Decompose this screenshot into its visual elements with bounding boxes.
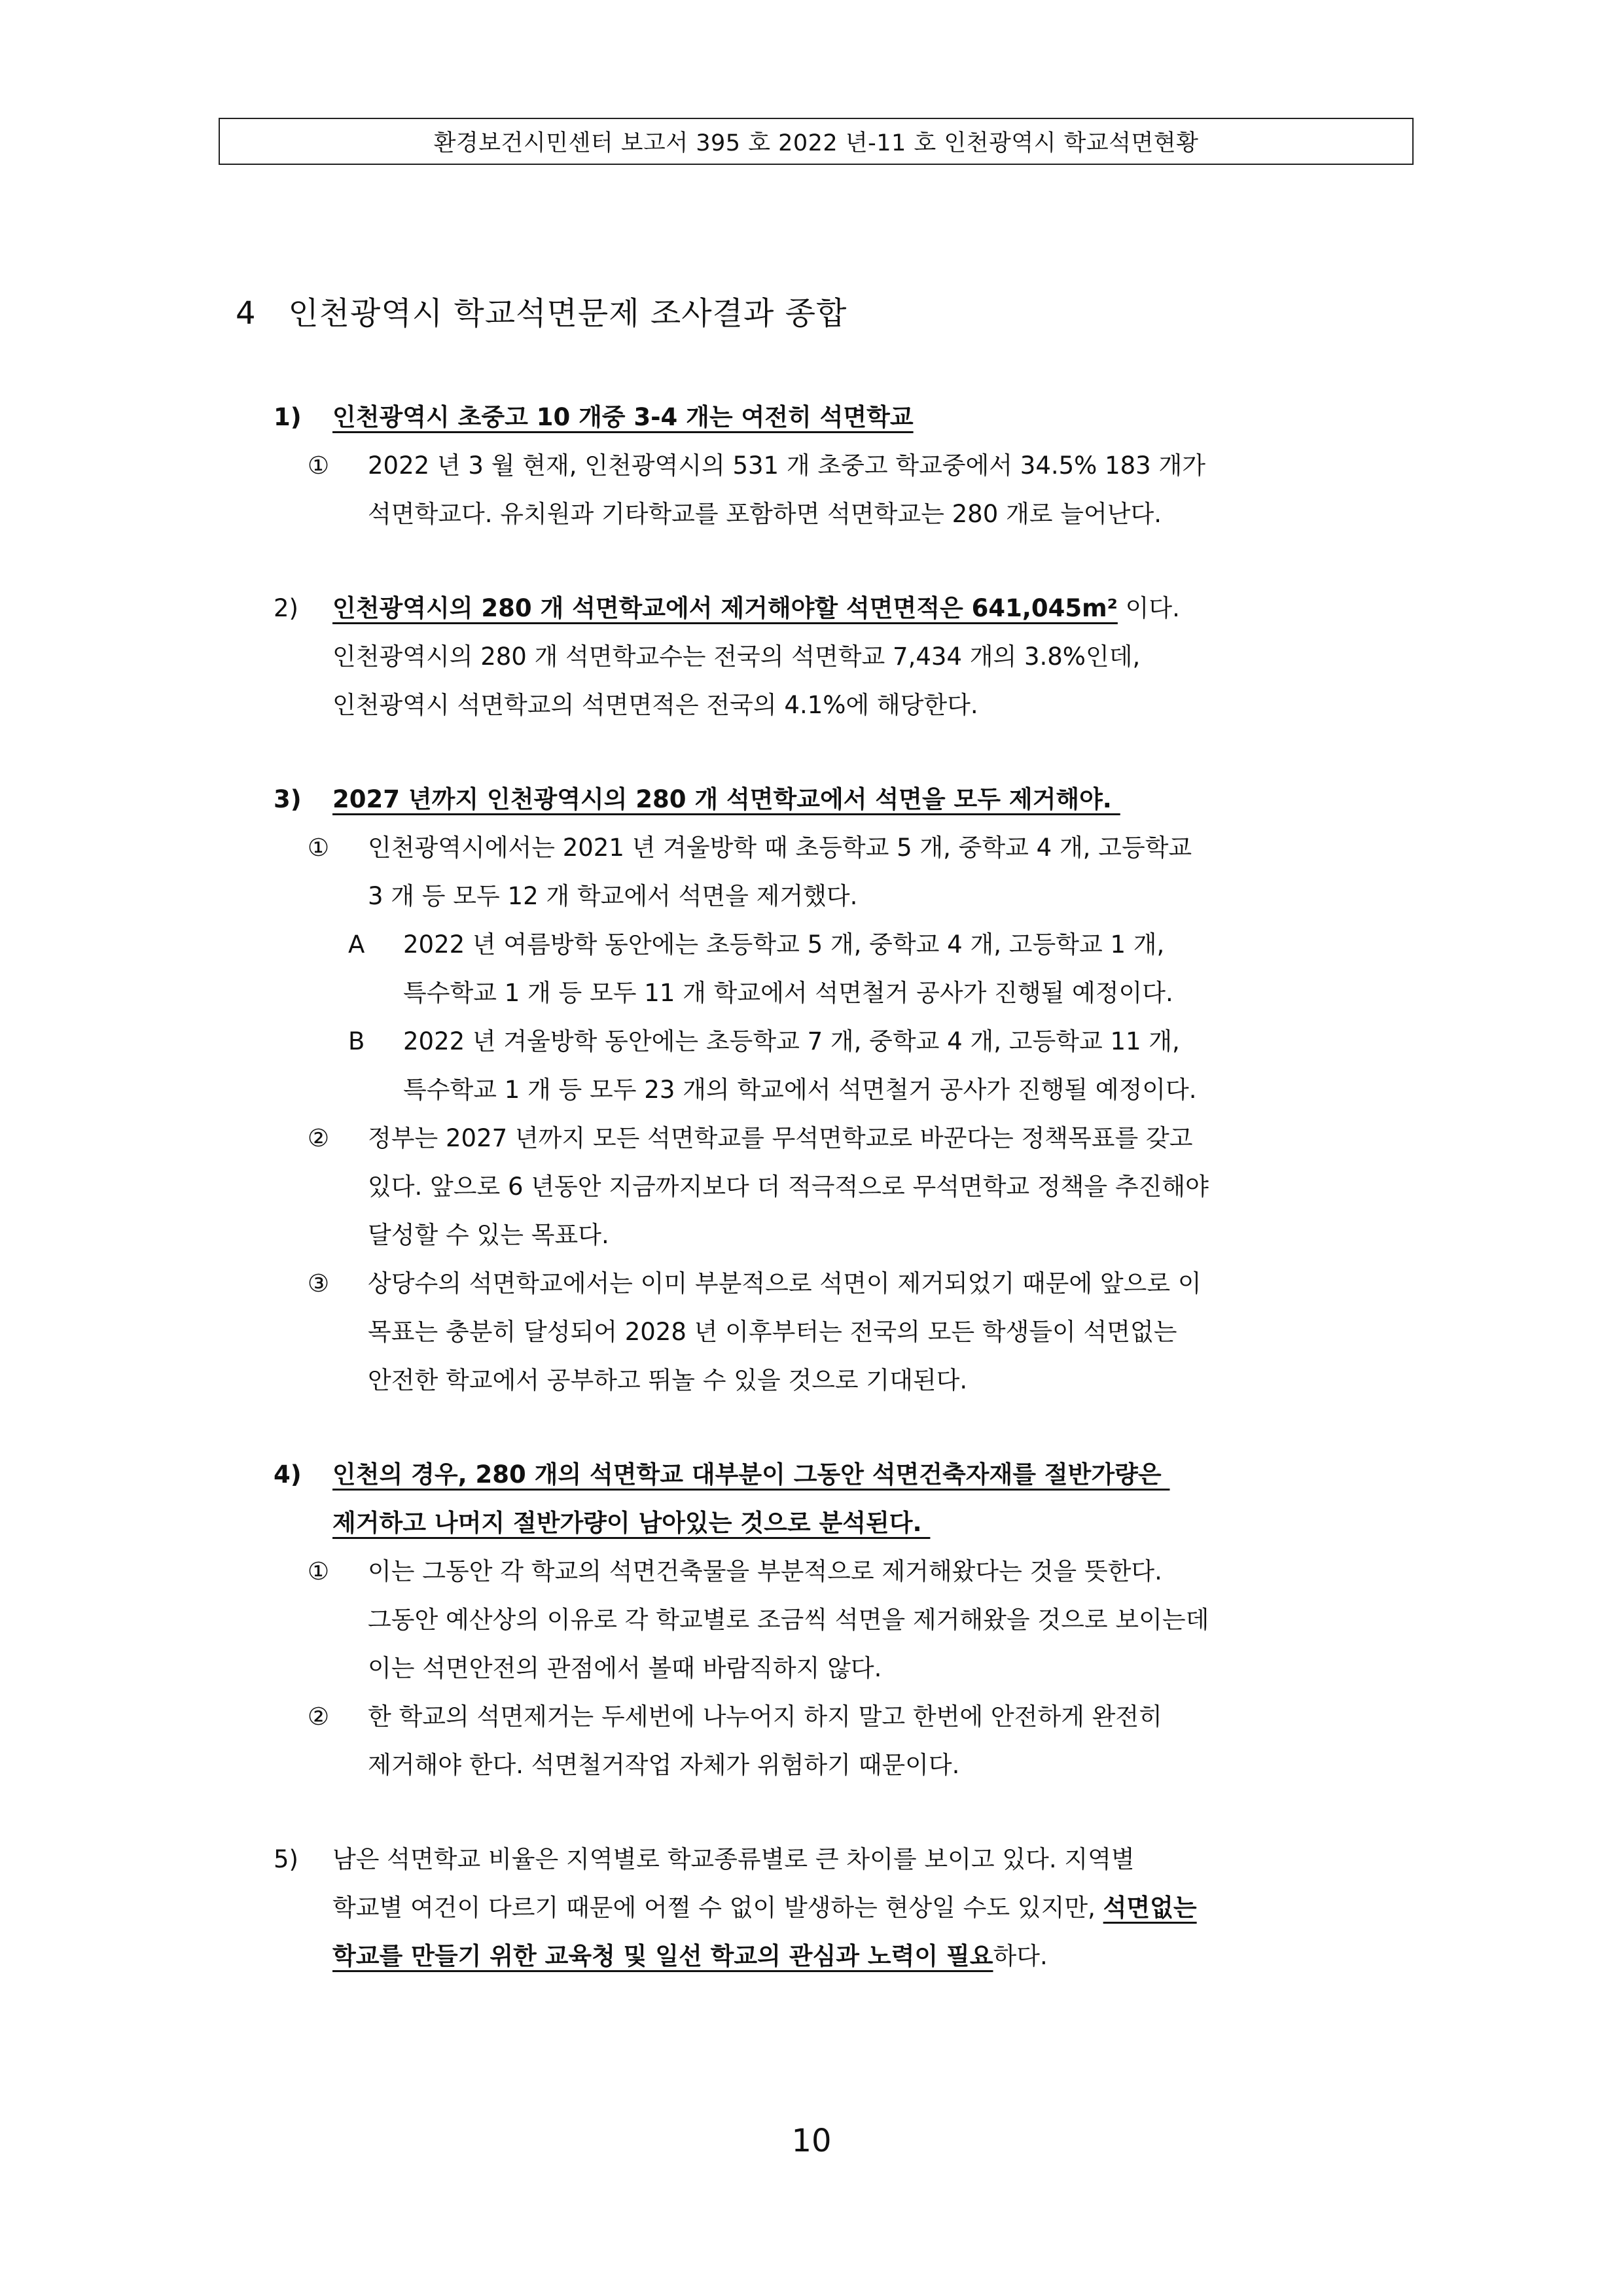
body-line: 인천광역시에서는 2021 년 겨울방학 때 초등학교 5 개, 중학교 4 개, 고등학교 [368,834,1192,862]
body-line: 석면학교다. 유치원과 기타학교를 포함하면 석면학교는 280 개로 늘어난다. [368,500,1162,528]
item-heading: 인천광역시 초중고 10 개중 3-4 개는 여전히 석면학교 [332,403,914,431]
body-line: 달성할 수 있는 목표다. [368,1221,609,1249]
body-line: 안전한 학교에서 공부하고 뛰놀 수 있을 것으로 기대된다. [368,1366,968,1394]
body-line: 있다. 앞으로 6 년동안 지금까지보다 더 적극적으로 무석면학교 정책을 추진해야 [368,1173,1209,1201]
body-line: 상당수의 석면학교에서는 이미 부분적으로 석면이 제거되었기 때문에 앞으로 이 [368,1269,1202,1298]
body-line [332,1942,1048,1971]
sub-marker: B [348,1027,365,1055]
body-line: 3 개 등 모두 12 개 학교에서 석면을 제거했다. [368,882,858,910]
item-heading: 인천의 경우, 280 개의 석면학교 대부분이 그동안 석면건축자재를 절반가량은 [332,1460,1170,1489]
sub-marker: A [348,930,365,959]
body-line: 특수학교 1 개 등 모두 11 개 학교에서 석면철거 공사가 진행될 예정이다. [403,979,1173,1007]
sub-marker: ① [308,1557,330,1585]
item-heading-tail: 이다. [1117,594,1180,622]
body-line: 2022 년 여름방학 동안에는 초등학교 5 개, 중학교 4 개, 고등학교 1 개, [403,930,1165,959]
body-line: 특수학교 1 개 등 모두 23 개의 학교에서 석면철거 공사가 진행될 예정이다. [403,1076,1197,1104]
body-text: 학교별 여건이 다르기 때문에 어쩔 수 없이 발생하는 현상일 수도 있지만, [332,1894,1103,1922]
item-heading-line [332,594,1180,623]
body-line: 정부는 2027 년까지 모든 석면학교를 무석면학교로 바꾼다는 정책목표를 갖고 [368,1124,1193,1152]
body-line: 목표는 충분히 달성되어 2028 년 이후부터는 전국의 모든 학생들이 석면없는 [368,1318,1177,1346]
report-header-title: 환경보건시민센터 보고서 395 호 2022 년-11 호 인천광역시 학교석면현황 [433,130,1199,156]
body-line [332,1894,1197,1922]
item-number: 2) [274,594,298,622]
sub-marker: ③ [308,1269,330,1298]
item-heading: 2027 년까지 인천광역시의 280 개 석면학교에서 석면을 모두 제거해야. [332,785,1120,813]
item-number: 1) [274,403,302,431]
page-number: 10 [791,2123,832,2159]
body-line: 인천광역시 석면학교의 석면면적은 전국의 4.1%에 해당한다. [332,691,978,719]
sub-marker: ② [308,1703,330,1731]
body-line: 그동안 예산상의 이유로 각 학교별로 조금씩 석면을 제거해왔을 것으로 보이는데 [368,1606,1209,1634]
body-text: 하다. [993,1942,1048,1970]
sub-marker: ② [308,1124,330,1152]
body-line: 이는 석면안전의 관점에서 볼때 바람직하지 않다. [368,1654,882,1682]
item-heading: 인천광역시의 280 개 석면학교에서 제거해야할 석면면적은 641,045m² [332,594,1118,622]
emphasis-text: 석면없는 [1103,1894,1197,1922]
body-line: 이는 그동안 각 학교의 석면건축물을 부분적으로 제거해왔다는 것을 뜻한다. [368,1557,1162,1585]
body-line: 2022 년 겨울방학 동안에는 초등학교 7 개, 중학교 4 개, 고등학교 11 개, [403,1027,1180,1055]
sub-marker: ① [308,451,330,480]
body-line: 인천광역시의 280 개 석면학교수는 전국의 석면학교 7,434 개의 3.8%인데, [332,643,1141,671]
body-line: 한 학교의 석면제거는 두세번에 나누어지 하지 말고 한번에 안전하게 완전히 [368,1703,1162,1731]
report-header [219,118,1414,165]
emphasis-text: 학교를 만들기 위한 교육청 및 일선 학교의 관심과 노력이 필요 [332,1942,993,1970]
body-line: 제거해야 한다. 석면철거작업 자체가 위험하기 때문이다. [368,1751,960,1779]
item-number: 4) [274,1460,302,1489]
body-line: 2022 년 3 월 현재, 인천광역시의 531 개 초중고 학교중에서 34.5% 183 개가 [368,451,1205,480]
item-number: 3) [274,785,302,813]
item-heading: 제거하고 나머지 절반가량이 남아있는 것으로 분석된다. [332,1509,931,1537]
section-title: 4 인천광역시 학교석면문제 조사결과 종합 [236,295,847,332]
body-line: 남은 석면학교 비율은 지역별로 학교종류별로 큰 차이를 보이고 있다. 지역별 [332,1845,1135,1873]
item-number: 5) [274,1845,298,1873]
sub-marker: ① [308,834,330,862]
